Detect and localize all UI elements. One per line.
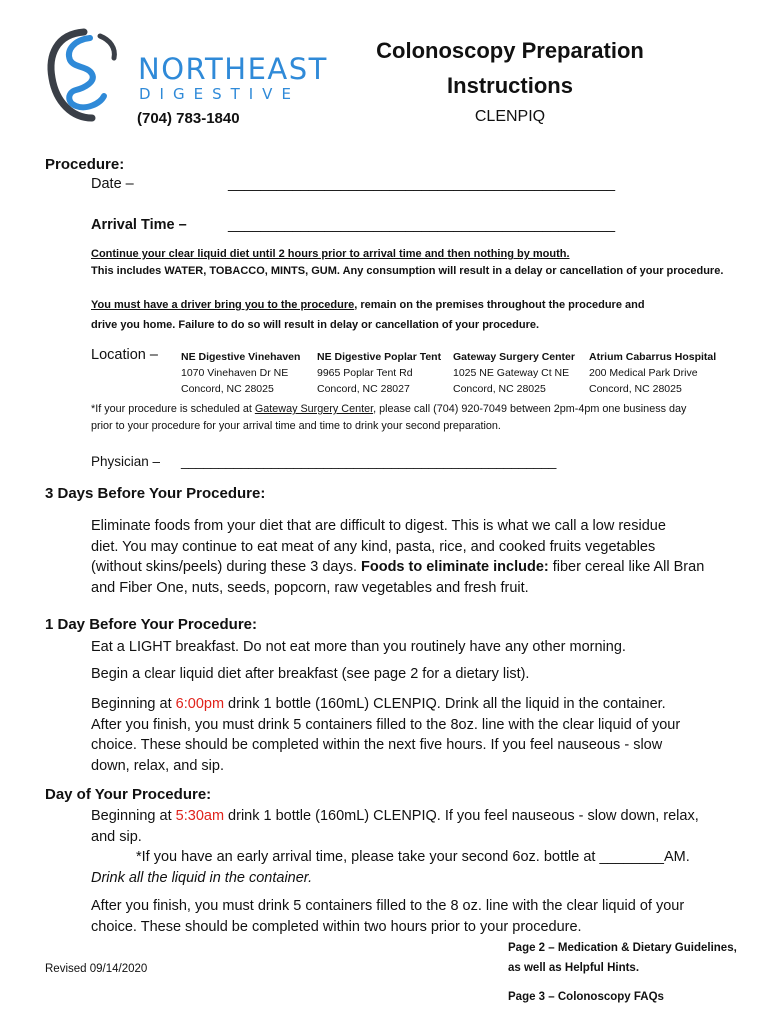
procedure-heading: Procedure: [45, 156, 125, 173]
gateway-note-line2: prior to your procedure for your arrival time and time to drink your second preparation. [91, 420, 501, 432]
physician-label: Physician – [91, 454, 161, 469]
location-gateway: Gateway Surgery Center 1025 NE Gateway Ct NE Concord, NC 28025 [453, 351, 575, 395]
location-label: Location – [91, 347, 158, 363]
no-consumption-notice: This includes WATER, TOBACCO, MINTS, GUM. Any consumption will result in a delay or cancellation of your procedure. [91, 265, 724, 277]
location-atrium: Atrium Cabarrus Hospital 200 Medical Park Drive Concord, NC 28025 [589, 351, 717, 395]
location-vinehaven: NE Digestive Vinehaven 1070 Vinehaven Dr NE Concord, NC 28025 [181, 351, 301, 395]
date-field[interactable]: ________________________________________________ [228, 176, 616, 192]
page2-reference: Page 2 – Medication & Dietary Guidelines, as well as Helpful Hints. [508, 942, 737, 974]
one-day-heading: 1 Day Before Your Procedure: [45, 616, 258, 633]
arrival-time-label: Arrival Time – [91, 217, 187, 233]
driver-notice: You must have a driver bring you to the procedure, remain on the premises throughout the procedure and [91, 299, 645, 311]
one-day-line2: Begin a clear liquid diet after breakfast (see page 2 for a dietary list). [91, 666, 530, 682]
logo-subtitle: DIGESTIVE [139, 85, 300, 103]
arrival-time-field[interactable]: ________________________________________________ [228, 217, 616, 233]
clear-liquid-notice: Continue your clear liquid diet until 2 hours prior to arrival time and then nothing by mouth. [91, 248, 570, 260]
phone-number: (704) 783-1840 [137, 110, 240, 127]
driver-notice-line2: drive you home. Failure to do so will result in delay or cancellation of your procedure. [91, 319, 540, 331]
day-of-instructions: Beginning at 5:30am drink 1 bottle (160mL) CLENPIQ. If you feel nauseous - slow down, relax, and sip. *If you have an early arrival time, please take your second 6oz. bottle at ________AM. Drink all the liquid in the container. [91, 808, 699, 886]
revised-date: Revised 09/14/2020 [45, 963, 148, 975]
day-of-containers: After you finish, you must drink 5 containers filled to the 8 oz. line with the clear liquid of your choice. These should be completed within two hours prior to your procedure. [91, 898, 685, 935]
day-of-heading: Day of Your Procedure: [45, 786, 212, 803]
page3-reference: Page 3 – Colonoscopy FAQs [508, 991, 664, 1003]
gateway-note: *If your procedure is scheduled at Gateway Surgery Center, please call (704) 920-7049 between 2pm-4pm one business day [91, 403, 687, 415]
northeast-digestive-logo-icon [44, 28, 124, 123]
physician-field[interactable]: __________________________________________________ [181, 454, 557, 469]
logo-name: NORTHEAST [138, 52, 328, 86]
page-title-line1: Colonoscopy Preparation [376, 38, 644, 63]
prep-name: CLENPIQ [474, 108, 546, 125]
page-title-line2: Instructions [447, 73, 573, 98]
date-label: Date – [91, 176, 134, 192]
one-day-instructions: Beginning at 6:00pm drink 1 bottle (160mL) CLENPIQ. Drink all the liquid in the container. After you finish, you must drink 5 containers filled to the 8oz. line with the clear liquid of your choice. These should be completed within the next five hours. If you feel nauseous - slow down, relax, and sip. [91, 696, 681, 774]
location-poplar-tent: NE Digestive Poplar Tent 9965 Poplar Tent Rd Concord, NC 28027 [317, 351, 442, 395]
three-days-text: Eliminate foods from your diet that are difficult to digest. This is what we call a low residue diet. You may continue to eat meat of any kind, pasta, rice, and cooked fruits vegetables (without skins/peels) during these 3 days. Foods to eliminate include: fiber cereal like All Bran and Fiber One, nuts, seeds, popcorn, raw vegetables and fresh fruit. [91, 518, 705, 596]
one-day-line1: Eat a LIGHT breakfast. Do not eat more than you routinely have any other morning. [91, 639, 626, 655]
three-days-heading: 3 Days Before Your Procedure: [45, 485, 266, 502]
